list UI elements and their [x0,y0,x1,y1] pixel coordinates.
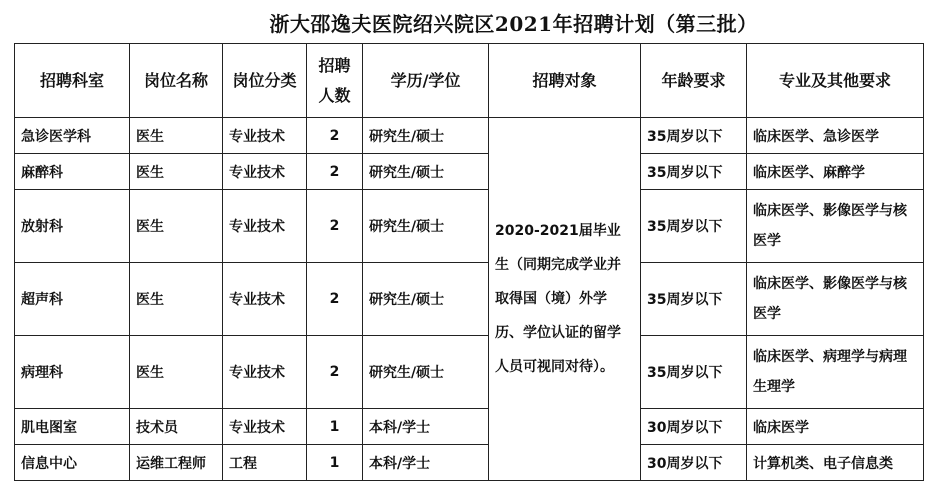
cell-degree: 研究生/硕士 [363,263,489,336]
cell-count: 2 [307,118,363,154]
table-row [15,190,924,263]
table-row [15,154,924,190]
table-row [15,445,924,481]
cell-count: 2 [307,336,363,409]
header-degree: 学历/学位 [363,44,489,118]
cell-dept: 放射科 [15,190,130,263]
table-header-row [15,44,924,118]
cell-degree: 本科/学士 [363,445,489,481]
recruitment-table [14,43,924,481]
cell-dept: 肌电图室 [15,409,130,445]
cell-age: 35周岁以下 [641,336,747,409]
cell-degree: 研究生/硕士 [363,154,489,190]
cell-position: 医生 [130,154,223,190]
table-row [15,409,924,445]
cell-major: 临床医学、急诊医学 [747,118,924,154]
cell-dept: 病理科 [15,336,130,409]
cell-dept: 麻醉科 [15,154,130,190]
cell-position: 技术员 [130,409,223,445]
cell-major: 临床医学、影像医学与核医学 [747,263,924,336]
header-major: 专业及其他要求 [747,44,924,118]
cell-category: 专业技术 [223,154,307,190]
cell-major: 计算机类、电子信息类 [747,445,924,481]
cell-dept: 信息中心 [15,445,130,481]
cell-dept: 急诊医学科 [15,118,130,154]
cell-count: 2 [307,190,363,263]
cell-major: 临床医学 [747,409,924,445]
cell-count: 1 [307,409,363,445]
cell-count: 2 [307,154,363,190]
cell-dept: 超声科 [15,263,130,336]
cell-age: 35周岁以下 [641,263,747,336]
cell-major: 临床医学、影像医学与核医学 [747,190,924,263]
cell-category: 专业技术 [223,190,307,263]
cell-category: 专业技术 [223,118,307,154]
cell-age: 30周岁以下 [641,445,747,481]
cell-degree: 研究生/硕士 [363,118,489,154]
header-category: 岗位分类 [223,44,307,118]
cell-category: 专业技术 [223,336,307,409]
cell-age: 35周岁以下 [641,118,747,154]
cell-position: 医生 [130,118,223,154]
table-row [15,336,924,409]
cell-count: 1 [307,445,363,481]
cell-major: 临床医学、麻醉学 [747,154,924,190]
table-row [15,118,924,154]
cell-position: 医生 [130,190,223,263]
header-count: 招聘人数 [307,44,363,118]
cell-position: 医生 [130,263,223,336]
cell-count: 2 [307,263,363,336]
header-target: 招聘对象 [489,44,641,118]
header-age: 年龄要求 [641,44,747,118]
header-position: 岗位名称 [130,44,223,118]
cell-degree: 研究生/硕士 [363,190,489,263]
cell-position: 运维工程师 [130,445,223,481]
cell-category: 专业技术 [223,263,307,336]
cell-age: 30周岁以下 [641,409,747,445]
cell-position: 医生 [130,336,223,409]
page-title: 浙大邵逸夫医院绍兴院区2021年招聘计划（第三批） [269,12,758,36]
cell-age: 35周岁以下 [641,190,747,263]
cell-degree: 本科/学士 [363,409,489,445]
table-row [15,263,924,336]
cell-major: 临床医学、病理学与病理生理学 [747,336,924,409]
cell-category: 专业技术 [223,409,307,445]
cell-target: 2020-2021届毕业生（同期完成学业并取得国（境）外学历、学位认证的留学人员可视同对待）。 [489,118,641,481]
cell-category: 工程 [223,445,307,481]
cell-degree: 研究生/硕士 [363,336,489,409]
cell-age: 35周岁以下 [641,154,747,190]
header-dept: 招聘科室 [15,44,130,118]
